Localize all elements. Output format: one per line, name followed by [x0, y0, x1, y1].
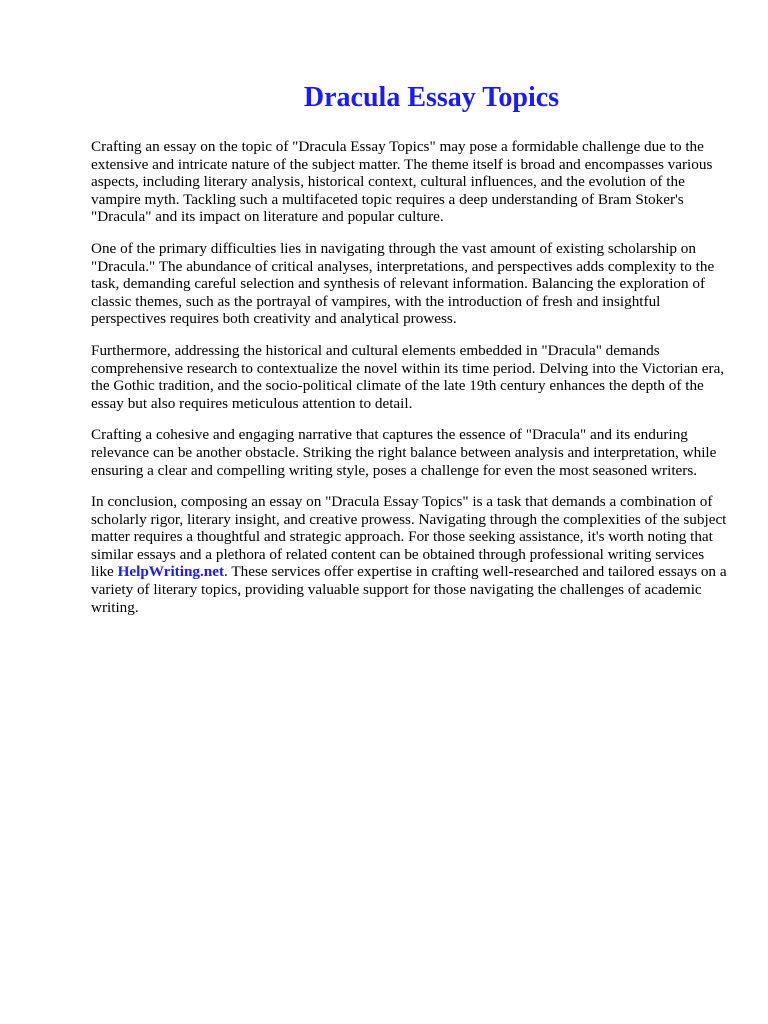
document-body	[91, 138, 730, 616]
paragraph-2: One of the primary difficulties lies in navigating through the vast amount of existing scholarship on "Dracula." The abundance of critical analyses, interpretations, and perspectives adds complexity to the task, demanding careful selection and synthesis of relevant information. Balancing the exploration of classic themes, such as the portrayal of vampires, with the introduction of fresh and insightful perspectives requires both creativity and analytical prowess.	[91, 239, 715, 328]
conclusion-text-after-link: . These services offer expertise in crafting well-researched and tailored essays on a variety of literary topics, providing valuable support for those navigating the challenges of academic writing.	[91, 563, 727, 616]
paragraph-4: Crafting a cohesive and engaging narrative that captures the essence of "Dracula" and its enduring relevance can be another obstacle. Striking the right balance between analysis and interpretation, while ensuring a clear and compelling writing style, poses a challenge for even the most seasoned writers.	[91, 426, 717, 479]
paragraph-3: Furthermore, addressing the historical and cultural elements embedded in "Dracula" demands comprehensive research to contextualize the novel within its time period. Delving into the Victorian era, the Gothic tradition, and the socio-political climate of the late 19th century enhances the depth of the essay but also requires meticulous attention to detail.	[91, 341, 725, 412]
conclusion-text-before-link: In conclusion, composing an essay on "Dracula Essay Topics" is a task that demands a combination of scholarly rigor, literary insight, and creative prowess. Navigating through the complexities of the subject matter requires a thoughtful and strategic approach. For those seeking assistance, it's worth noting that similar essays and a plethora of related content can be obtained through professional writing services like	[91, 493, 727, 581]
paragraph-conclusion	[91, 493, 730, 616]
helpwriting-link[interactable]: HelpWriting.net	[117, 563, 225, 581]
page-title: Dracula Essay Topics	[303, 82, 560, 113]
paragraph-1: Crafting an essay on the topic of "Dracula Essay Topics" may pose a formidable challenge due to the extensive and intricate nature of the subject matter. The theme itself is broad and encompasses various aspects, including literary analysis, historical context, cultural influences, and the evolution of the vampire myth. Tackling such a multifaceted topic requires a deep understanding of Bram Stoker's "Dracula" and its impact on literature and popular culture.	[91, 138, 713, 226]
